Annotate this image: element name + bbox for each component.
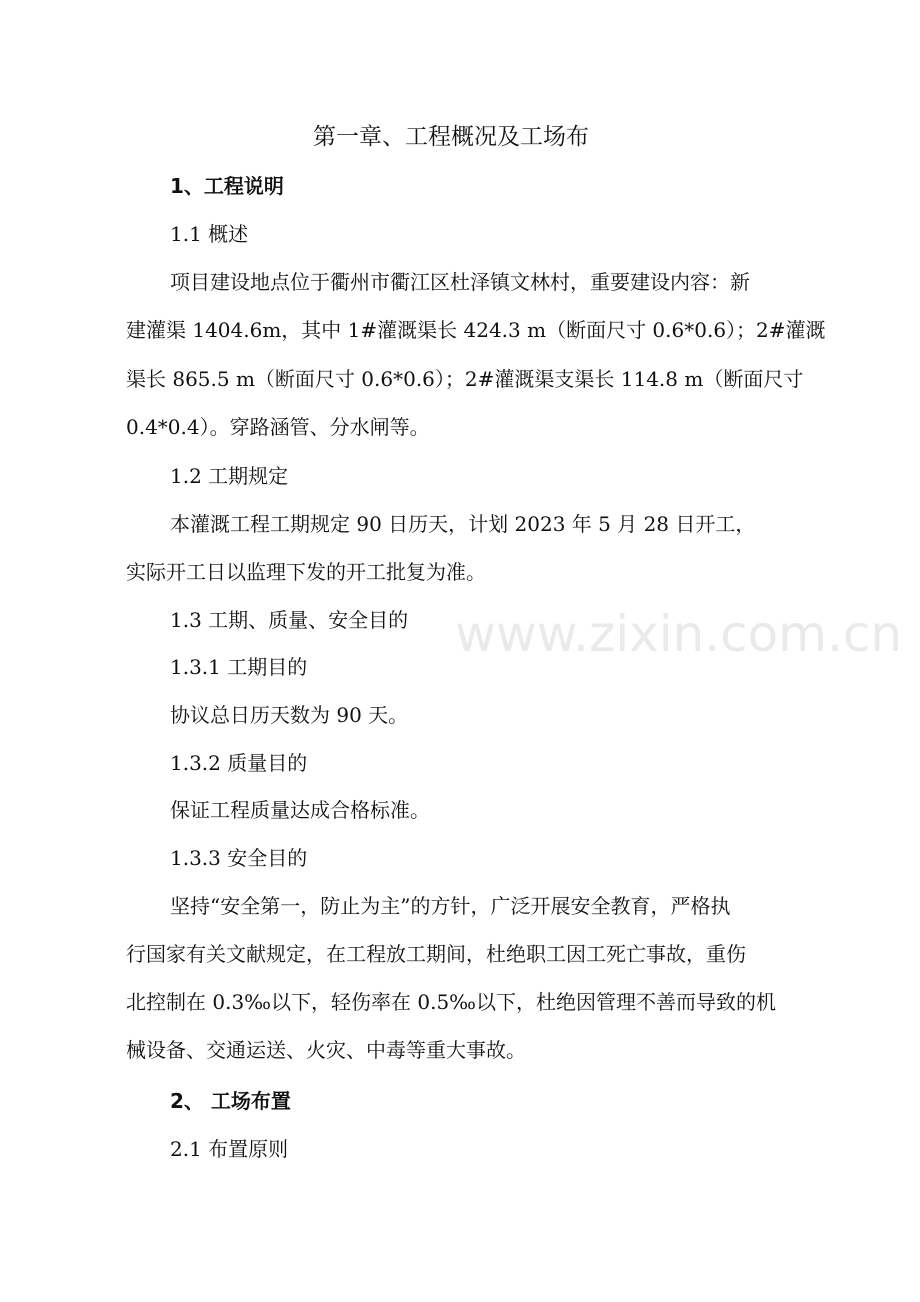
overview-line-3: 渠长 865.5 m（断面尺寸 0.6*0.6）；2#灌溉渠支渠长 114.8 m（断面尺寸 (126, 367, 804, 391)
overview-line-1: 项目建设地点位于衢州市衢江区杜泽镇文林村，重要建设内容：新 (170, 270, 750, 294)
subsection-1-3-1: 1.3.1 工期目的 (170, 655, 308, 679)
subsection-1-1: 1.1 概述 (170, 222, 249, 246)
quality-goal-text: 保证工程质量达成合格标准。 (170, 798, 430, 822)
overview-line-4: 0.4*0.4）。穿路涵管、分水闸等。 (126, 415, 430, 439)
watermark: www.zixin.com.cn (455, 605, 903, 663)
subsection-1-3-3: 1.3.3 安全目的 (170, 846, 308, 870)
section-heading-1: 1、工程说明 (170, 174, 284, 198)
subsection-1-3: 1.3 工期、质量、安全目的 (170, 608, 409, 632)
period-line-2: 实际开工日以监理下发的开工批复为准。 (126, 560, 486, 584)
safety-line-2: 行国家有关文献规定，在工程放工期间，杜绝职工因工死亡事故，重伤 (126, 942, 746, 966)
overview-line-2: 建灌渠 1404.6m，其中 1#灌溉渠长 424.3 m（断面尺寸 0.6*0.6）；2#灌溉 (126, 318, 826, 342)
chapter-title: 第一章、工程概况及工场布 (313, 124, 589, 150)
subsection-2-1: 2.1 布置原则 (170, 1137, 289, 1161)
safety-line-4: 械设备、交通运送、火灾、中毒等重大事故。 (126, 1038, 526, 1062)
subsection-1-2: 1.2 工期规定 (170, 464, 289, 488)
period-line-1: 本灌溉工程工期规定 90 日历天，计划 2023 年 5 月 28 日开工， (170, 512, 756, 536)
subsection-1-3-2: 1.3.2 质量目的 (170, 751, 308, 775)
safety-line-3: 北控制在 0.3‰以下，轻伤率在 0.5‰以下，杜绝因管理不善而导致的机 (126, 990, 776, 1014)
section-heading-2: 2、 工场布置 (170, 1089, 291, 1113)
period-goal-text: 协议总日历天数为 90 天。 (170, 703, 409, 727)
safety-line-1: 坚持“安全第一，防止为主”的方针，广泛开展安全教育，严格执 (170, 894, 731, 918)
